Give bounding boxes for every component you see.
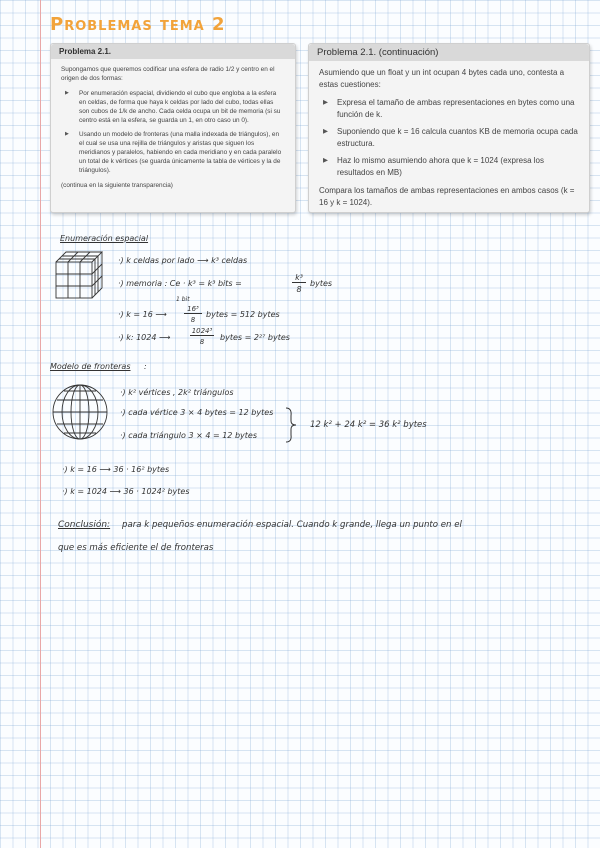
sphere-mesh-icon (50, 382, 110, 442)
problem-card-2 (308, 43, 590, 213)
note-line-2-sub: 1 bit (176, 296, 190, 303)
curly-brace (284, 406, 298, 444)
conclusion-line-1: para k pequeños enumeración espacial. Cuando k grande, llega un punto en el (122, 520, 462, 530)
problem-card-1-body (51, 59, 295, 196)
note-line-4-rest: bytes = 2²⁷ bytes (220, 333, 290, 342)
note-line-3: ·) k = 16 ⟶ (118, 310, 167, 319)
heading-enumeracion: Enumeración espacial (60, 234, 149, 243)
list-item: ▶ Suponiendo que k = 16 calcula cuantos KB de memoria ocupa cada estructura. (319, 126, 579, 150)
result-k16: ·) k = 16 ⟶ 36 · 16² bytes (62, 465, 170, 474)
cube-grid-icon (54, 250, 104, 300)
list-item: ▶ Usando un modelo de fronteras (una malla indexada de triángulos), en el cual se usa una rejilla de triángulos y aristas que siguen los meridianos y paralelos, habiendo en cada meridiano y en cada paralelo un total de k vértices (se guarda únicamente la tabla de vértices y la de triángulos). (61, 130, 285, 175)
boundary-note-1: ·) k² vértices , 2k² triángulos (120, 388, 234, 397)
note-line-1: ·) k celdas por lado ⟶ k³ celdas (118, 256, 248, 265)
problem-card-2-header: Problema 2.1. (continuación) (309, 44, 589, 61)
note-line-2-frac-bot: 8 (296, 285, 302, 294)
problem-card-2-intro: Asumiendo que un float y un int ocupan 4 bytes cada uno, contesta a estas cuestiones: (319, 68, 565, 89)
list-item: ▶ Por enumeración espacial, dividiendo el cubo que engloba a la esfera en celdas, de forma que haya k celdas por lado del cubo, todas ellas son cubos de 1/k de ancho. Cada celda ocupa un bit de memoria (si su centro está en la esfera, se guarda un 1, en otro caso un 0). (61, 89, 285, 125)
problem-card-1 (50, 43, 296, 213)
boundary-note-2: ·) cada vértice 3 × 4 bytes = 12 bytes (120, 408, 274, 417)
list-item: ▶ Expresa el tamaño de ambas representaciones en bytes como una función de k. (319, 97, 579, 121)
note-line-2-frac-top: k³ (292, 273, 306, 283)
heading-modelo-fronteras: Modelo de fronteras (50, 362, 131, 371)
note-line-4: ·) k: 1024 ⟶ (118, 333, 171, 342)
problem-card-1-header: Problema 2.1. (51, 44, 295, 59)
conclusion-line-2: que es más eficiente el de fronteras (58, 543, 214, 553)
note-line-2-unit: bytes (310, 279, 333, 288)
problem-card-1-intro: Supongamos que queremos codificar una esfera de radio 1/2 y centro en el origen de dos formas: (61, 66, 275, 82)
problem-card-2-outro: Compara los tamaños de ambas representaciones en ambos casos (k = 16 y k = 1024). (319, 186, 575, 207)
problem-card-2-body (309, 61, 589, 215)
margin-line (40, 0, 41, 848)
problem-card-2-list (319, 97, 579, 179)
result-k1024: ·) k = 1024 ⟶ 36 · 1024² bytes (62, 487, 190, 496)
boundary-note-3: ·) cada triángulo 3 × 4 = 12 bytes (120, 431, 257, 440)
page-title: Problemas tema 2 (50, 14, 226, 35)
conclusion-label: Conclusión: (58, 520, 111, 530)
note-line-2: ·) memoria : Ce · k³ = k³ bits = (118, 279, 242, 288)
boundary-total: 12 k² + 24 k² = 36 k² bytes (310, 420, 427, 430)
list-item: ▶ Haz lo mismo asumiendo ahora que k = 1024 (expresa los resultados en MB) (319, 155, 579, 179)
heading-modelo-colon: : (144, 362, 147, 371)
note-line-3-rest: bytes = 512 bytes (206, 310, 280, 319)
note-line-3-frac-bot: 8 (190, 316, 196, 324)
problem-card-1-list (61, 89, 285, 175)
problem-card-1-footer: (continua en la siguiente transparencia) (61, 182, 173, 189)
note-line-3-frac-top: 16³ (184, 305, 202, 314)
note-line-4-frac-bot: 8 (199, 338, 205, 346)
note-line-4-frac-top: 1024³ (191, 327, 213, 335)
